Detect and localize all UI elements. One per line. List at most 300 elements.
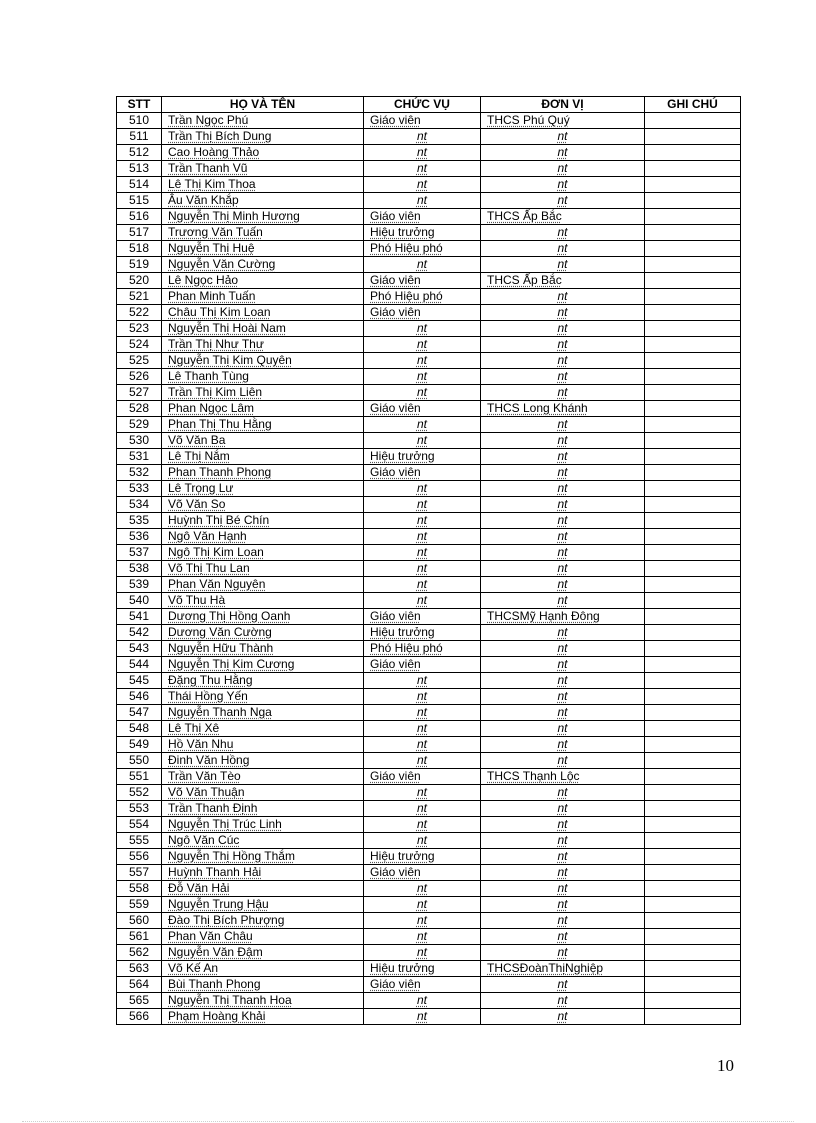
cell-stt: 518 [117, 241, 162, 257]
cell-note [645, 113, 741, 129]
cell-name: Trần Thanh Định [162, 801, 364, 817]
table-row [117, 257, 741, 273]
cell-unit: nt [481, 385, 645, 401]
cell-position: nt [364, 481, 481, 497]
cell-stt: 552 [117, 785, 162, 801]
page-number: 10 [717, 1056, 734, 1075]
cell-stt: 545 [117, 673, 162, 689]
table-row [117, 609, 741, 625]
cell-note [645, 545, 741, 561]
cell-position: Hiệu trưởng [364, 625, 481, 641]
cell-position: nt [364, 689, 481, 705]
cell-name: Phan Văn Nguyên [162, 577, 364, 593]
cell-position: nt [364, 129, 481, 145]
cell-position: nt [364, 385, 481, 401]
cell-name: Dương Văn Cường [162, 625, 364, 641]
cell-unit: nt [481, 897, 645, 913]
cell-position: nt [364, 913, 481, 929]
cell-note [645, 305, 741, 321]
cell-position: nt [364, 673, 481, 689]
cell-unit: nt [481, 641, 645, 657]
cell-stt: 524 [117, 337, 162, 353]
cell-unit: nt [481, 593, 645, 609]
cell-note [645, 225, 741, 241]
cell-name: Lê Thanh Tùng [162, 369, 364, 385]
cell-unit: nt [481, 945, 645, 961]
cell-note [645, 1009, 741, 1025]
cell-note [645, 273, 741, 289]
table-row [117, 945, 741, 961]
cell-unit: THCS Ấp Bắc [481, 273, 645, 289]
cell-note [645, 961, 741, 977]
cell-note [645, 897, 741, 913]
cell-unit: nt [481, 625, 645, 641]
cell-note [645, 481, 741, 497]
cell-stt: 544 [117, 657, 162, 673]
cell-name: Lê Thị Xê [162, 721, 364, 737]
cell-name: Nguyễn Thị Minh Hương [162, 209, 364, 225]
cell-stt: 519 [117, 257, 162, 273]
table-row [117, 529, 741, 545]
cell-stt: 551 [117, 769, 162, 785]
table-row [117, 305, 741, 321]
cell-unit: nt [481, 337, 645, 353]
cell-stt: 516 [117, 209, 162, 225]
cell-unit: nt [481, 177, 645, 193]
cell-unit: nt [481, 289, 645, 305]
cell-position: Giáo viên [364, 465, 481, 481]
cell-note [645, 929, 741, 945]
cell-name: Nguyễn Hữu Thành [162, 641, 364, 657]
table-row [117, 273, 741, 289]
cell-stt: 520 [117, 273, 162, 289]
cell-position: Giáo viên [364, 273, 481, 289]
table-row [117, 433, 741, 449]
cell-name: Trần Thị Kim Liên [162, 385, 364, 401]
cell-name: Trần Văn Tèo [162, 769, 364, 785]
cell-name: Đỗ Văn Hải [162, 881, 364, 897]
cell-name: Đặng Thu Hằng [162, 673, 364, 689]
cell-unit: nt [481, 913, 645, 929]
cell-name: Đào Thị Bích Phượng [162, 913, 364, 929]
cell-stt: 553 [117, 801, 162, 817]
cell-position: Giáo viên [364, 113, 481, 129]
table-row [117, 577, 741, 593]
cell-stt: 560 [117, 913, 162, 929]
cell-unit: nt [481, 161, 645, 177]
cell-position: Hiệu trưởng [364, 961, 481, 977]
cell-unit: nt [481, 225, 645, 241]
cell-unit: nt [481, 561, 645, 577]
cell-name: Nguyễn Thị Hoài Nam [162, 321, 364, 337]
cell-unit: nt [481, 849, 645, 865]
cell-stt: 562 [117, 945, 162, 961]
cell-position: nt [364, 1009, 481, 1025]
cell-stt: 511 [117, 129, 162, 145]
cell-name: Trần Thanh Vũ [162, 161, 364, 177]
table-row [117, 833, 741, 849]
cell-position: nt [364, 753, 481, 769]
cell-name: Nguyễn Thị Thanh Hoa [162, 993, 364, 1009]
cell-unit: nt [481, 817, 645, 833]
cell-position: Giáo viên [364, 305, 481, 321]
cell-stt: 557 [117, 865, 162, 881]
cell-unit: nt [481, 737, 645, 753]
table-row [117, 593, 741, 609]
cell-note [645, 993, 741, 1009]
cell-stt: 543 [117, 641, 162, 657]
header-stt: STT [117, 97, 162, 113]
cell-name: Nguyễn Thị Hồng Thắm [162, 849, 364, 865]
cell-note [645, 673, 741, 689]
cell-note [645, 513, 741, 529]
cell-position: Hiệu trưởng [364, 849, 481, 865]
cell-stt: 517 [117, 225, 162, 241]
table-row [117, 849, 741, 865]
cell-stt: 534 [117, 497, 162, 513]
cell-position: nt [364, 705, 481, 721]
table-row [117, 241, 741, 257]
cell-unit: nt [481, 881, 645, 897]
cell-name: Cao Hoàng Thảo [162, 145, 364, 161]
cell-unit: nt [481, 577, 645, 593]
table-row [117, 385, 741, 401]
header-name: HỌ VÀ TÊN [162, 97, 364, 113]
cell-stt: 556 [117, 849, 162, 865]
cell-stt: 521 [117, 289, 162, 305]
cell-note [645, 289, 741, 305]
cell-name: Phan Ngọc Lâm [162, 401, 364, 417]
cell-name: Võ Thu Hà [162, 593, 364, 609]
table-row [117, 881, 741, 897]
cell-note [645, 177, 741, 193]
cell-stt: 564 [117, 977, 162, 993]
table-row [117, 513, 741, 529]
cell-stt: 555 [117, 833, 162, 849]
cell-stt: 512 [117, 145, 162, 161]
header-note: GHI CHÚ [645, 97, 741, 113]
cell-note [645, 353, 741, 369]
cell-note [645, 321, 741, 337]
cell-unit: nt [481, 705, 645, 721]
cell-name: Âu Văn Khắp [162, 193, 364, 209]
table-row [117, 177, 741, 193]
cell-position: nt [364, 161, 481, 177]
cell-stt: 548 [117, 721, 162, 737]
cell-stt: 565 [117, 993, 162, 1009]
cell-note [645, 769, 741, 785]
cell-note [645, 849, 741, 865]
cell-note [645, 209, 741, 225]
table-row [117, 1009, 741, 1025]
table-row [117, 401, 741, 417]
cell-note [645, 785, 741, 801]
cell-unit: nt [481, 321, 645, 337]
cell-note [645, 657, 741, 673]
table-row [117, 113, 741, 129]
cell-stt: 537 [117, 545, 162, 561]
cell-position: nt [364, 337, 481, 353]
cell-name: Lê Thị Kim Thoa [162, 177, 364, 193]
cell-stt: 523 [117, 321, 162, 337]
cell-name: Võ Văn Ba [162, 433, 364, 449]
cell-position: nt [364, 801, 481, 817]
cell-name: Hồ Văn Nhu [162, 737, 364, 753]
cell-note [645, 369, 741, 385]
table-row [117, 689, 741, 705]
cell-unit: THCSMỹ Hạnh Đông [481, 609, 645, 625]
table-row [117, 897, 741, 913]
cell-note [645, 241, 741, 257]
cell-position: Giáo viên [364, 609, 481, 625]
cell-stt: 541 [117, 609, 162, 625]
cell-note [645, 257, 741, 273]
cell-unit: nt [481, 241, 645, 257]
cell-note [645, 609, 741, 625]
table-row [117, 561, 741, 577]
cell-name: Võ Thị Thu Lan [162, 561, 364, 577]
table-row [117, 961, 741, 977]
cell-unit: nt [481, 145, 645, 161]
cell-position: Giáo viên [364, 865, 481, 881]
table-row [117, 865, 741, 881]
cell-stt: 539 [117, 577, 162, 593]
cell-stt: 536 [117, 529, 162, 545]
cell-stt: 538 [117, 561, 162, 577]
cell-note [645, 129, 741, 145]
cell-stt: 515 [117, 193, 162, 209]
cell-name: Đinh Văn Hồng [162, 753, 364, 769]
cell-position: nt [364, 737, 481, 753]
cell-note [645, 817, 741, 833]
table-row [117, 497, 741, 513]
cell-unit: THCS Thạnh Lộc [481, 769, 645, 785]
table-row [117, 817, 741, 833]
cell-note [645, 417, 741, 433]
cell-position: nt [364, 881, 481, 897]
cell-unit: nt [481, 689, 645, 705]
cell-position: Giáo viên [364, 977, 481, 993]
table-row [117, 417, 741, 433]
cell-unit: THCS Ấp Bắc [481, 209, 645, 225]
cell-unit: nt [481, 545, 645, 561]
cell-name: Trương Văn Tuấn [162, 225, 364, 241]
cell-unit: nt [481, 353, 645, 369]
cell-position: Giáo viên [364, 657, 481, 673]
cell-name: Trần Ngọc Phú [162, 113, 364, 129]
cell-name: Võ Kế An [162, 961, 364, 977]
cell-position: nt [364, 513, 481, 529]
cell-note [645, 881, 741, 897]
cell-unit: nt [481, 1009, 645, 1025]
cell-position: Phó Hiệu phó [364, 289, 481, 305]
cell-stt: 527 [117, 385, 162, 401]
cell-name: Nguyễn Văn Cường [162, 257, 364, 273]
cell-position: nt [364, 721, 481, 737]
cell-position: nt [364, 497, 481, 513]
cell-name: Bùi Thanh Phong [162, 977, 364, 993]
table-row [117, 449, 741, 465]
cell-unit: nt [481, 929, 645, 945]
cell-unit: nt [481, 529, 645, 545]
cell-unit: nt [481, 465, 645, 481]
cell-name: Ngô Thị Kim Loan [162, 545, 364, 561]
cell-unit: nt [481, 369, 645, 385]
cell-unit: THCS Long Khánh [481, 401, 645, 417]
cell-position: nt [364, 417, 481, 433]
cell-name: Huỳnh Thanh Hải [162, 865, 364, 881]
cell-unit: nt [481, 721, 645, 737]
cell-unit: nt [481, 497, 645, 513]
cell-unit: nt [481, 433, 645, 449]
cell-name: Phạm Hoàng Khải [162, 1009, 364, 1025]
cell-name: Lê Ngọc Hảo [162, 273, 364, 289]
cell-name: Trần Thị Bích Dung [162, 129, 364, 145]
cell-note [645, 801, 741, 817]
cell-name: Nguyễn Văn Đậm [162, 945, 364, 961]
table-row [117, 673, 741, 689]
table-row [117, 465, 741, 481]
cell-unit: nt [481, 865, 645, 881]
cell-unit: nt [481, 129, 645, 145]
cell-name: Võ Văn So [162, 497, 364, 513]
cell-note [645, 833, 741, 849]
cell-name: Ngô Văn Cúc [162, 833, 364, 849]
cell-note [645, 865, 741, 881]
cell-unit: nt [481, 481, 645, 497]
cell-name: Nguyễn Thị Trúc Linh [162, 817, 364, 833]
cell-position: nt [364, 369, 481, 385]
table-row [117, 721, 741, 737]
cell-stt: 566 [117, 1009, 162, 1025]
cell-note [645, 577, 741, 593]
table-row [117, 801, 741, 817]
cell-note [645, 385, 741, 401]
cell-position: nt [364, 177, 481, 193]
cell-stt: 528 [117, 401, 162, 417]
cell-position: nt [364, 929, 481, 945]
cell-unit: nt [481, 513, 645, 529]
cell-stt: 525 [117, 353, 162, 369]
table-row [117, 785, 741, 801]
table-row [117, 353, 741, 369]
cell-stt: 535 [117, 513, 162, 529]
cell-unit: nt [481, 833, 645, 849]
cell-stt: 529 [117, 417, 162, 433]
cell-note [645, 977, 741, 993]
cell-stt: 547 [117, 705, 162, 721]
cell-unit: nt [481, 257, 645, 273]
cell-name: Võ Văn Thuận [162, 785, 364, 801]
table-row [117, 737, 741, 753]
table-row [117, 145, 741, 161]
table-row [117, 753, 741, 769]
header-position: CHỨC VỤ [364, 97, 481, 113]
cell-stt: 550 [117, 753, 162, 769]
staff-table [116, 96, 741, 1025]
cell-unit: nt [481, 657, 645, 673]
cell-note [645, 401, 741, 417]
cell-stt: 559 [117, 897, 162, 913]
cell-unit: nt [481, 785, 645, 801]
cell-note [645, 705, 741, 721]
table-row [117, 625, 741, 641]
cell-position: Giáo viên [364, 209, 481, 225]
cell-unit: nt [481, 673, 645, 689]
cell-note [645, 497, 741, 513]
cell-position: nt [364, 945, 481, 961]
cell-stt: 526 [117, 369, 162, 385]
cell-unit: THCSĐoànThịNghiệp [481, 961, 645, 977]
cell-note [645, 449, 741, 465]
cell-name: Phan Thanh Phong [162, 465, 364, 481]
cell-position: nt [364, 833, 481, 849]
cell-note [645, 337, 741, 353]
page-bottom-rule [22, 1121, 794, 1122]
cell-position: nt [364, 993, 481, 1009]
cell-name: Dương Thị Hồng Oanh [162, 609, 364, 625]
cell-stt: 546 [117, 689, 162, 705]
cell-name: Phan Văn Châu [162, 929, 364, 945]
cell-stt: 531 [117, 449, 162, 465]
cell-stt: 533 [117, 481, 162, 497]
cell-note [645, 161, 741, 177]
cell-position: nt [364, 257, 481, 273]
table-row [117, 657, 741, 673]
cell-note [645, 433, 741, 449]
cell-position: Phó Hiệu phó [364, 241, 481, 257]
cell-note [645, 913, 741, 929]
cell-note [645, 561, 741, 577]
cell-position: Hiệu trưởng [364, 449, 481, 465]
cell-stt: 554 [117, 817, 162, 833]
cell-position: Phó Hiệu phó [364, 641, 481, 657]
table-row [117, 769, 741, 785]
cell-note [645, 593, 741, 609]
cell-position: nt [364, 529, 481, 545]
table-row [117, 369, 741, 385]
cell-unit: nt [481, 449, 645, 465]
cell-position: nt [364, 145, 481, 161]
cell-position: nt [364, 593, 481, 609]
cell-stt: 522 [117, 305, 162, 321]
cell-position: nt [364, 353, 481, 369]
cell-note [645, 945, 741, 961]
cell-unit: nt [481, 193, 645, 209]
cell-stt: 530 [117, 433, 162, 449]
cell-name: Lê Trọng Lư [162, 481, 364, 497]
cell-note [645, 721, 741, 737]
cell-note [645, 145, 741, 161]
table-row [117, 929, 741, 945]
cell-stt: 510 [117, 113, 162, 129]
cell-note [645, 641, 741, 657]
cell-note [645, 737, 741, 753]
table-row [117, 641, 741, 657]
cell-name: Ngô Văn Hạnh [162, 529, 364, 545]
cell-name: Nguyễn Thị Kim Quyên [162, 353, 364, 369]
table-row [117, 337, 741, 353]
cell-position: Giáo viên [364, 401, 481, 417]
cell-unit: nt [481, 305, 645, 321]
cell-name: Thái Hồng Yến [162, 689, 364, 705]
cell-unit: THCS Phú Quý [481, 113, 645, 129]
cell-name: Trần Thị Như Thư [162, 337, 364, 353]
cell-position: Hiệu trưởng [364, 225, 481, 241]
table-row [117, 977, 741, 993]
cell-note [645, 689, 741, 705]
cell-name: Lê Thị Nắm [162, 449, 364, 465]
